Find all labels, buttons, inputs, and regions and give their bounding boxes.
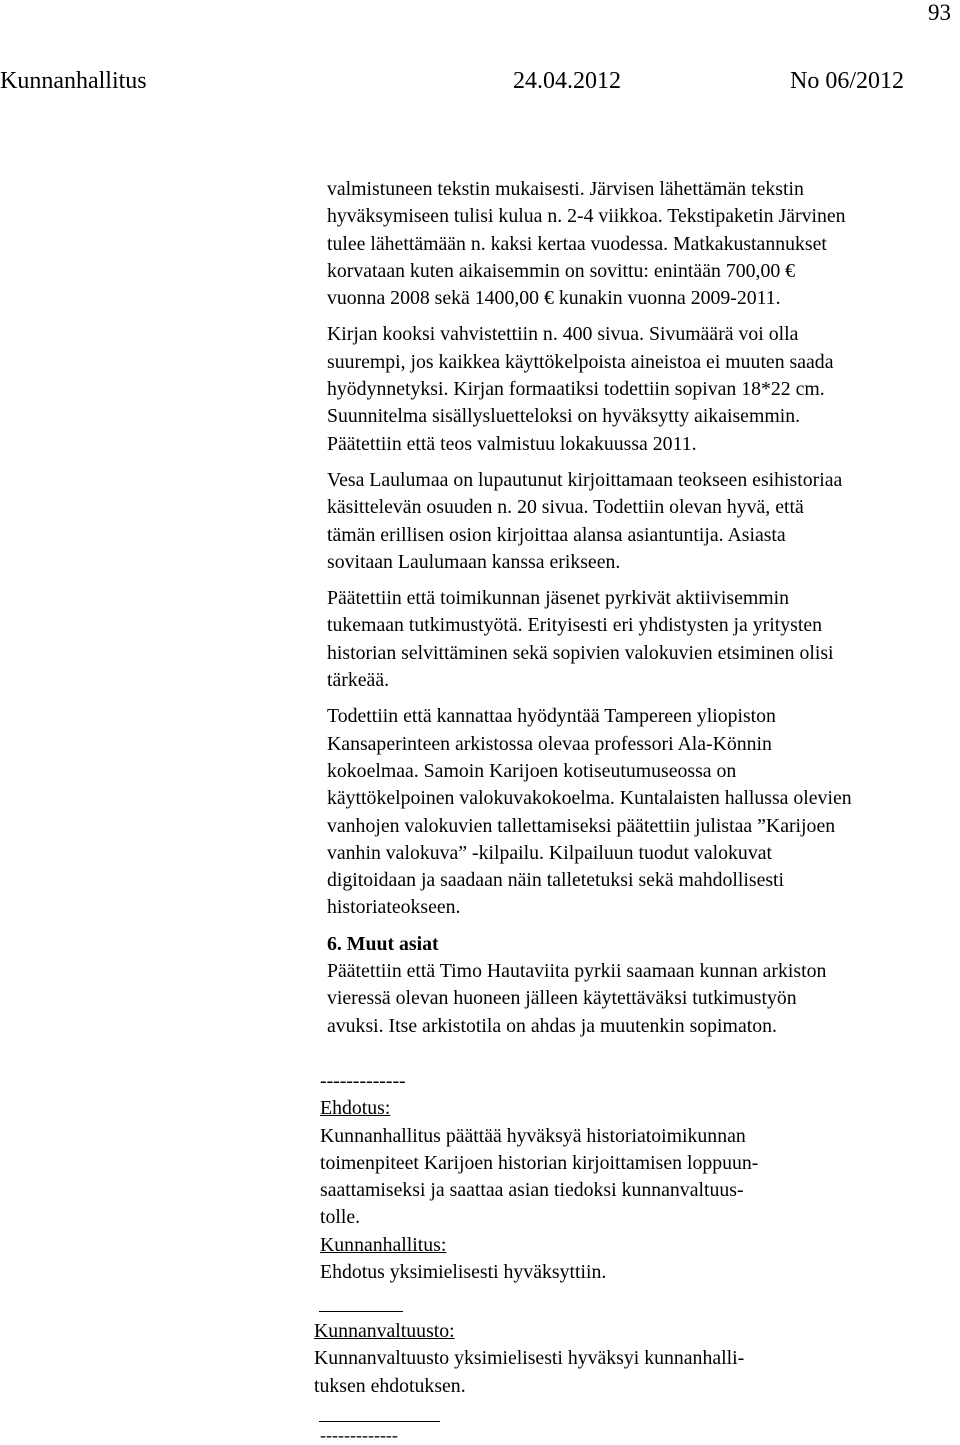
text-line: Suunnitelma sisällysluetteloksi on hyväksytty aikaisemmin. xyxy=(327,405,801,428)
header-body-name: Kunnanhallitus xyxy=(0,68,147,94)
section-heading: 6. Muut asiat xyxy=(327,932,439,955)
text-line: tämän erillisen osion kirjoittaa alansa asiantuntija. Asiasta xyxy=(327,523,786,546)
footer-separator xyxy=(320,1426,920,1444)
paragraph-prehistory xyxy=(327,467,960,576)
header-meeting-number: No 06/2012 xyxy=(790,68,904,94)
text-line: avuksi. Itse arkistotila on ahdas ja muutenkin sopimaton. xyxy=(327,1014,777,1037)
text-line: hyödynnetyksi. Kirjan formaatiksi todettiin sopivan 18*22 cm. xyxy=(327,378,825,401)
divider-rule xyxy=(319,1421,440,1422)
text-line: Kansaperinteen arkistossa olevaa professori Ala-Könnin xyxy=(327,732,772,755)
text-line: Päätettiin että teos valmistuu lokakuussa 2011. xyxy=(327,432,697,455)
text-line: Kunnanvaltuusto yksimielisesti hyväksyi kunnanhalli- xyxy=(314,1347,745,1370)
divider-rule xyxy=(319,1311,403,1312)
text-line: Kirjan kooksi vahvistettiin n. 400 sivua. Sivumäärä voi olla xyxy=(327,323,799,346)
board-decision: Ehdotus yksimielisesti hyväksyttiin. xyxy=(320,1261,607,1284)
text-line: Kunnanhallitus päättää hyväksyä historiatoimikunnan xyxy=(320,1124,746,1147)
text-line: kokoelmaa. Samoin Karijoen kotiseutumuseossa on xyxy=(327,759,737,782)
text-line: Päätettiin että Timo Hautaviita pyrkii saamaan kunnan arkiston xyxy=(327,960,827,983)
text-line: historian selvittäminen sekä sopivien valokuvien etsiminen olisi xyxy=(327,641,834,664)
paragraph-travel-costs xyxy=(327,176,960,312)
document-header xyxy=(0,66,960,96)
text-line: vieressä olevan huoneen jälleen käytettäväksi tutkimustyön xyxy=(327,987,797,1010)
text-line: Vesa Laulumaa on lupautunut kirjoittamaan teokseen esihistoriaa xyxy=(327,468,843,491)
paragraph-book-size xyxy=(327,321,960,457)
text-line: tärkeää. xyxy=(327,669,390,692)
text-line: historiateokseen. xyxy=(327,896,461,919)
text-line: hyväksymiseen tulisi kulua n. 2-4 viikkoa. Tekstipaketin Järvinen xyxy=(327,205,846,228)
text-line: käsittelevän osuuden n. 20 sivua. Todettiin olevan hyvä, että xyxy=(327,496,804,519)
text-line: saattamiseksi ja saattaa asian tiedoksi kunnanvaltuus- xyxy=(320,1179,744,1202)
text-line: vanhojen valokuvien tallettamiseksi päätettiin julistaa ”Karijoen xyxy=(327,814,836,837)
section-other-matters xyxy=(327,931,960,1040)
text-line: tulee lähettämään n. kaksi kertaa vuodessa. Matkakustannukset xyxy=(327,232,827,255)
header-date: 24.04.2012 xyxy=(513,68,621,94)
decision-block xyxy=(320,1068,920,1286)
text-line: Päätettiin että toimikunnan jäsenet pyrkivät aktiivisemmin xyxy=(327,587,790,610)
text-line: tolle. xyxy=(320,1206,361,1229)
text-line: Todettiin että kannattaa hyödyntää Tampereen yliopiston xyxy=(327,705,776,728)
text-line: vuonna 2008 sekä 1400,00 € kunakin vuonna 2009-2011. xyxy=(327,287,781,310)
proposal-label: Ehdotus: xyxy=(320,1097,391,1120)
separator-line: ------------- xyxy=(320,1070,406,1092)
council-label: Kunnanvaltuusto: xyxy=(314,1320,455,1342)
text-line: tuksen ehdotuksen. xyxy=(314,1374,466,1397)
minutes-content xyxy=(327,176,960,1049)
page-number: 93 xyxy=(928,0,951,25)
text-line: digitoidaan ja saadaan näin talletetuksi sekä mahdollisesti xyxy=(327,869,785,892)
text-line: tukemaan tutkimustyötä. Erityisesti eri yhdistysten ja yritysten xyxy=(327,614,823,637)
text-line: valmistuneen tekstin mukaisesti. Järvisen lähettämän tekstin xyxy=(327,178,804,200)
paragraph-committee-support xyxy=(327,585,960,694)
board-label: Kunnanhallitus: xyxy=(320,1233,447,1256)
text-line: sovitaan Laulumaan kanssa erikseen. xyxy=(327,550,621,573)
text-line: suurempi, jos kaikkea käyttökelpoista aineistoa ei muuten saada xyxy=(327,350,834,373)
text-line: käyttökelpoinen valokuvakokoelma. Kuntalaisten hallussa olevien xyxy=(327,787,852,810)
text-line: vanhin valokuva” -kilpailu. Kilpailuun tuodut valokuvat xyxy=(327,841,772,864)
separator-line: ------------- xyxy=(320,1425,398,1445)
council-block xyxy=(314,1318,914,1400)
text-line: toimenpiteet Karijoen historian kirjoittamisen loppuun- xyxy=(320,1151,759,1174)
text-line: korvataan kuten aikaisemmin on sovittu: enintään 700,00 € xyxy=(327,259,796,282)
paragraph-photo-archive xyxy=(327,703,960,921)
